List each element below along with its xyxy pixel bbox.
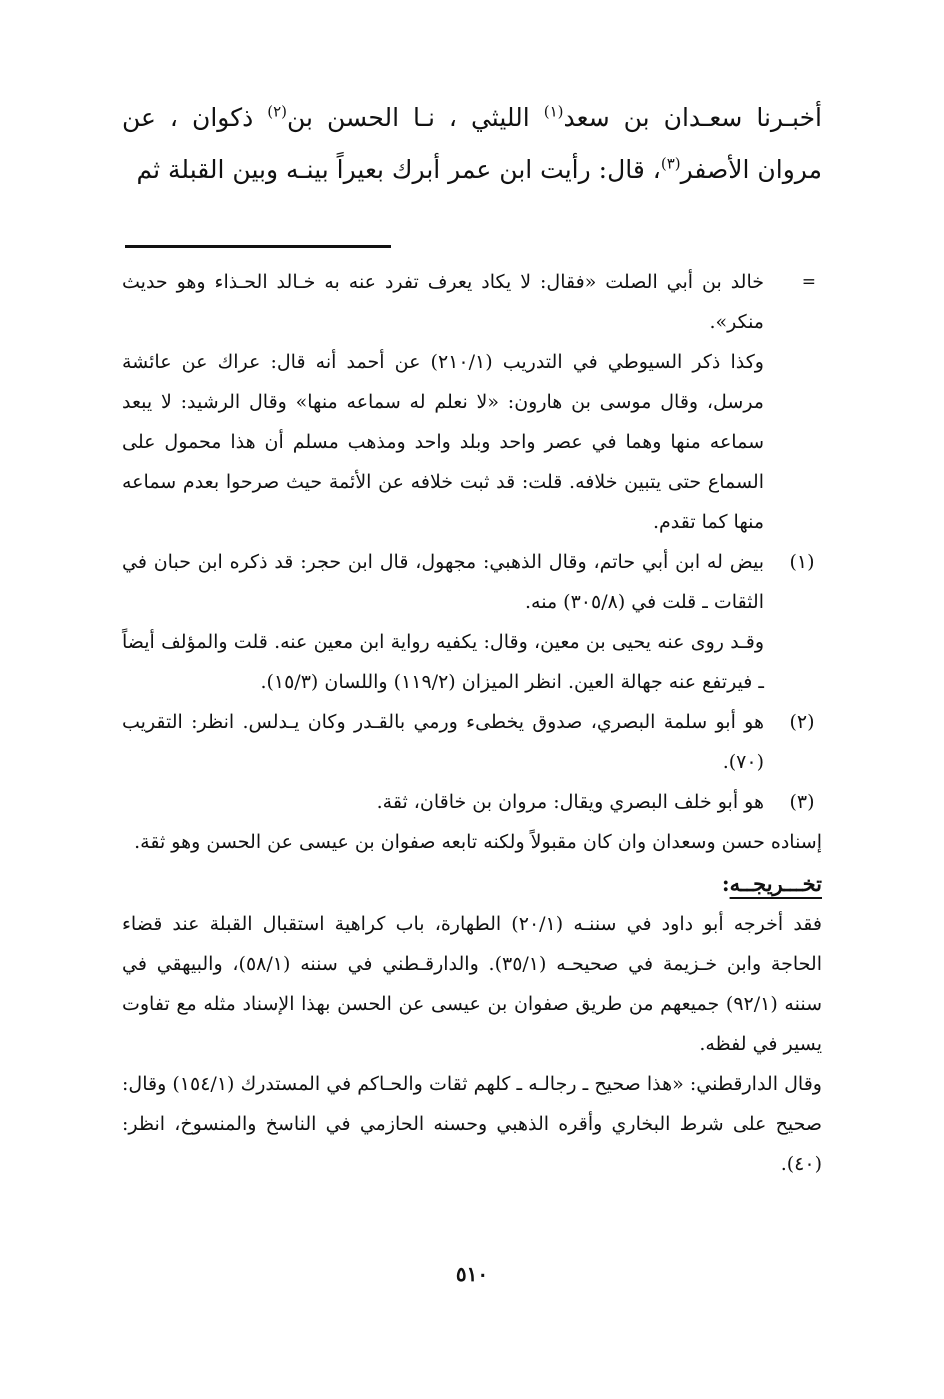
takhrij-heading-text: تخـــريجــه [729, 871, 822, 896]
footnote-marker: (٣) [789, 791, 815, 813]
text-segment: ، قال: رأيت ابن عمر أبرك بعيراً بينـه وبين القبلة ثم [136, 155, 661, 184]
footnote-paragraph: هو أبو خلف البصري ويقال: مروان بن خاقان، ثقة. [376, 791, 764, 813]
footnote-paragraph: خالد بن أبي الصلت «فقال: لا يكاد يعرف تفرد عنه به خـالد الحـذاء وهو حديث منكر». [122, 271, 764, 333]
text-segment: أخبـرنا سعـدان بن سعد [563, 103, 822, 132]
footnote-continuation [122, 262, 822, 542]
footnote-2 [122, 702, 822, 782]
takhrij-body [122, 904, 822, 1184]
footnote-ref-2[interactable]: (٢) [267, 102, 288, 121]
continuation-marker: = [801, 272, 816, 292]
takhrij-heading-colon: : [721, 871, 730, 896]
main-text [122, 92, 822, 196]
takhrij-paragraph: فقد أخرجه أبو داود في سننـه (٢٠/١) الطهارة، باب كراهية استقبال القبلة عند قضاء الحاجة وابن خـزيمة في صحيحـه (٣٥/١). والدارقـطني في سننه (٥٨/١)، والبيهقي في سننه (٩٢/١) جميعهم من طريق صفوان بن عيسى عن الحسن بهذا الإسناد مثله مع تفاوت يسير في لفظه. [122, 913, 823, 1055]
text-segment: الليثي ، نـا الحسن بن [287, 103, 544, 132]
isnad-text: إسناده حسن وسعدان وان كان مقبولاً ولكنه تابعه صفوان بن عيسى عن الحسن وهو ثقة. [134, 831, 822, 853]
hadith-text [122, 92, 822, 196]
footnote-3 [122, 782, 822, 822]
footnote-separator [125, 245, 391, 248]
isnad-note [122, 822, 822, 862]
footnote-ref-1[interactable]: (١) [543, 102, 564, 121]
takhrij-paragraph: وقال الدارقطني: «هذا صحيح ـ رجالـه ـ كلهم ثقات والحـاكم في المستدرك (١٥٤/١) وقال: صحيح على شرط البخاري وأقره الذهبي وحسنه الحازمي في الناسخ والمنسوخ، انظر: (٤٠). [122, 1073, 822, 1175]
footnote-paragraph: وكذا ذكر السيوطي في التدريب (٢١٠/١) عن أحمد أنه قال: عراك عن عائشة مرسل، وقال موسى بن هارون: «لا نعلم له سماعه منها» وقال الرشيد: لا يبعد سماعه منها وهما في عصر واحد وبلد واحد ومذهب مسلم أن هذا محمول على السماع حتى يتبين خلافه. قلت: قد ثبت خلافه عن الأئمة حيث صرحوا بعدم سماعه منها كما تقدم. [122, 351, 764, 533]
footnote-marker: (٢) [789, 711, 815, 733]
page-number: ٥١٠ [455, 1262, 489, 1286]
takhrij-heading [122, 864, 822, 904]
footnote-paragraph: هو أبو سلمة البصري، صدوق يخطىء ورمي بالقـدر وكان يـدلس. انظر: التقريب (٧٠). [122, 711, 764, 773]
footnote-marker: (١) [789, 551, 815, 573]
text-segment: ذكوان ، عن مروان الأصفر [122, 103, 822, 184]
footnote-paragraph: وقـد روى عنه يحيى بن معين، وقال: يكفيه رواية ابن معين عنه. قلت والمؤلف أيضاً ـ فيرتفع عنه جهالة العين. انظر الميزان (١١٩/٢) واللسان (١٥/٣). [122, 631, 764, 693]
footnote-1 [122, 542, 822, 702]
footnote-ref-3[interactable]: (٣) [660, 154, 681, 173]
footnote-paragraph: بيض له ابن أبي حاتم، وقال الذهبي: مجهول، قال ابن حجر: قد ذكره ابن حبان في الثقات ـ قلت في (٣٠٥/٨) منه. [122, 551, 764, 613]
footnotes-section [122, 262, 822, 1184]
